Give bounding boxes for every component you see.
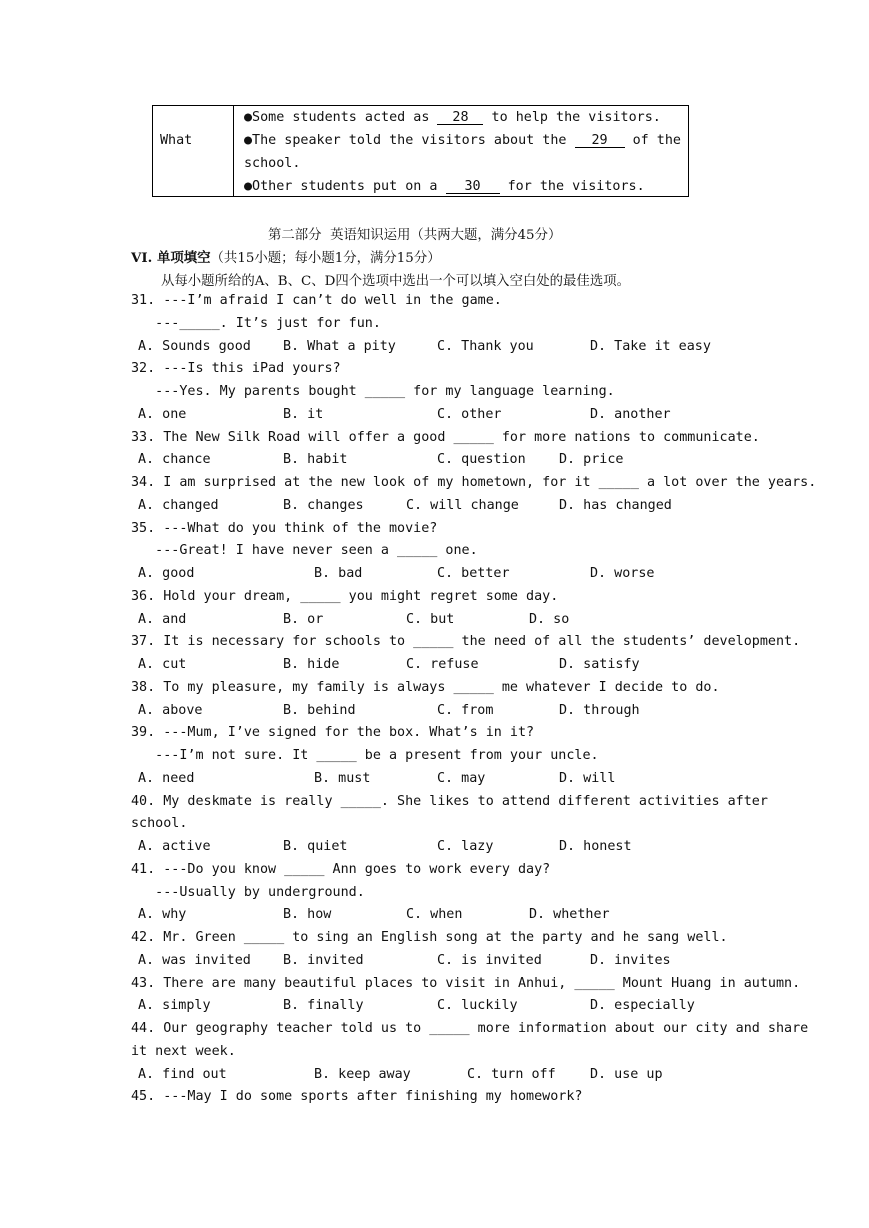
question-43-stem-line: 43. There are many beautiful places to visit in Anhui, _____ Mount Huang in autumn. [131,975,801,991]
question-39-option-c[interactable]: C. may [437,770,486,786]
question-44-option-b[interactable]: B. keep away [314,1066,411,1082]
question-44-option-a[interactable]: A. find out [138,1066,227,1082]
question-39-option-b[interactable]: B. must [314,770,371,786]
question-31-option-a[interactable]: A. Sounds good [138,338,251,354]
question-36-option-d[interactable]: D. so [529,611,570,627]
question-41-stem-line: ---Usually by underground. [131,884,365,900]
table-label-cell [153,106,234,196]
question-42-option-d[interactable]: D. invites [590,952,671,968]
question-37-option-c[interactable]: C. refuse [406,657,479,672]
question-36-option-a[interactable]: A. and [138,611,187,627]
question-42-option-b[interactable]: B. invited [283,952,364,968]
question-33-option-d[interactable]: D. price [559,452,624,468]
question-31-option-d[interactable]: D. Take it easy [590,338,711,354]
table-row-1 [244,110,661,125]
question-36-stem-line: 36. Hold your dream, _____ you might regret some day. [131,588,559,604]
row2-text-end: of the [624,133,681,148]
question-39-stem-line: 39. ---Mum, I’ve signed for the box. What’s in it? [131,725,535,741]
question-44-stem-line: it next week. [131,1043,236,1059]
question-32-option-b[interactable]: B. it [283,406,324,422]
question-40-option-a[interactable]: A. active [138,839,211,854]
question-32-option-c[interactable]: C. other [437,406,502,422]
question-44-option-c[interactable]: C. turn off [467,1066,556,1082]
question-33-option-c[interactable]: C. question [437,452,526,468]
question-31-stem-line: ---_____. It’s just for fun. [131,315,381,331]
question-34-option-a[interactable]: A. changed [138,497,219,513]
question-41-stem-line: 41. ---Do you know _____ Ann goes to work every day? [131,861,551,877]
blank-30: 30 [446,180,500,194]
question-31-stem-line: 31. ---I’m afraid I can’t do well in the game. [131,293,502,308]
question-40-stem-line: school. [131,816,188,832]
question-33-option-b[interactable]: B. habit [283,452,348,468]
question-40-option-d[interactable]: D. honest [559,839,632,854]
row4-text-end: for the visitors. [499,179,645,194]
question-41-option-a[interactable]: A. why [138,907,187,923]
question-40-option-b[interactable]: B. quiet [283,839,348,854]
question-43-option-a[interactable]: A. simply [138,998,211,1014]
question-35-stem-line: ---Great! I have never seen a _____ one. [131,543,478,559]
question-39-option-a[interactable]: A. need [138,770,195,786]
question-44-stem-line: 44. Our geography teacher told us to _____ more information about our city and share [131,1021,809,1036]
question-31-option-c[interactable]: C. Thank you [437,338,534,354]
question-33-stem-line: 33. The New Silk Road will offer a good _____ for more nations to communicate. [131,429,760,445]
question-40-stem-line: 40. My deskmate is really _____. She likes to attend different activities after [131,793,768,809]
part-title: 第二部分 英语知识运用（共两大题，满分45分） [268,228,562,243]
table-row-2 [244,133,681,148]
row2-text: ●The speaker told the visitors about the [244,133,575,148]
section-instruction: 从每小题所给的A、B、C、D四个选项中选出一个可以填入空白处的最佳选项。 [161,274,630,289]
question-34-option-d[interactable]: D. has changed [559,497,672,513]
question-37-option-a[interactable]: A. cut [138,657,187,672]
question-41-option-c[interactable]: C. when [406,907,463,923]
question-36-option-c[interactable]: C. but [406,611,455,627]
question-44-option-d[interactable]: D. use up [590,1066,663,1082]
question-38-stem-line: 38. To my pleasure, my family is always _____ me whatever I decide to do. [131,679,720,695]
question-35-option-d[interactable]: D. worse [590,566,655,581]
row1-text-end: to help the visitors. [483,110,661,125]
question-32-option-d[interactable]: D. another [590,406,671,422]
question-43-option-b[interactable]: B. finally [283,998,364,1014]
question-35-option-c[interactable]: C. better [437,566,510,581]
question-38-option-c[interactable]: C. from [437,702,494,718]
section-header [131,247,441,266]
question-45-stem-line: 45. ---May I do some sports after finishing my homework? [131,1089,583,1105]
question-35-option-b[interactable]: B. bad [314,566,363,581]
question-37-option-d[interactable]: D. satisfy [559,657,640,672]
blank-29: 29 [575,134,625,148]
question-32-stem-line: 32. ---Is this iPad yours? [131,361,341,377]
question-38-option-d[interactable]: D. through [559,702,640,718]
question-32-option-a[interactable]: A. one [138,406,187,422]
reading-table [152,105,689,197]
question-42-stem-line: 42. Mr. Green _____ to sing an English song at the party and he sang well. [131,930,728,945]
section-meta: （共15小题；每小题1分，满分15分） [210,251,441,266]
question-37-option-b[interactable]: B. hide [283,657,340,672]
question-43-option-d[interactable]: D. especially [590,998,695,1014]
question-36-option-b[interactable]: B. or [283,611,324,627]
question-37-stem-line: 37. It is necessary for schools to _____ the need of all the students’ development. [131,634,801,650]
section-heading: VI. 单项填空 [131,250,211,266]
question-39-option-d[interactable]: D. will [559,770,616,786]
question-33-option-a[interactable]: A. chance [138,452,211,468]
question-31-option-b[interactable]: B. What a pity [283,338,396,354]
blank-28: 28 [437,111,483,125]
question-32-stem-line: ---Yes. My parents bought _____ for my language learning. [131,384,615,399]
question-35-option-a[interactable]: A. good [138,566,195,581]
question-35-stem-line: 35. ---What do you think of the movie? [131,520,438,536]
question-41-option-b[interactable]: B. how [283,907,332,923]
question-38-option-a[interactable]: A. above [138,702,203,718]
question-34-stem-line: 34. I am surprised at the new look of my hometown, for it _____ a lot over the years. [131,475,817,490]
row1-text: ●Some students acted as [244,110,438,125]
question-40-option-c[interactable]: C. lazy [437,839,494,854]
question-39-stem-line: ---I’m not sure. It _____ be a present from your uncle. [131,748,599,763]
question-43-option-c[interactable]: C. luckily [437,998,518,1014]
row4-text: ●Other students put on a [244,179,446,194]
question-42-option-a[interactable]: A. was invited [138,952,251,968]
question-38-option-b[interactable]: B. behind [283,702,356,718]
table-row-3: school. [244,156,301,171]
question-42-option-c[interactable]: C. is invited [437,952,542,968]
table-row-4 [244,179,645,194]
question-34-option-c[interactable]: C. will change [406,497,519,513]
question-34-option-b[interactable]: B. changes [283,497,364,513]
table-label: What [160,133,193,148]
question-41-option-d[interactable]: D. whether [529,907,610,923]
